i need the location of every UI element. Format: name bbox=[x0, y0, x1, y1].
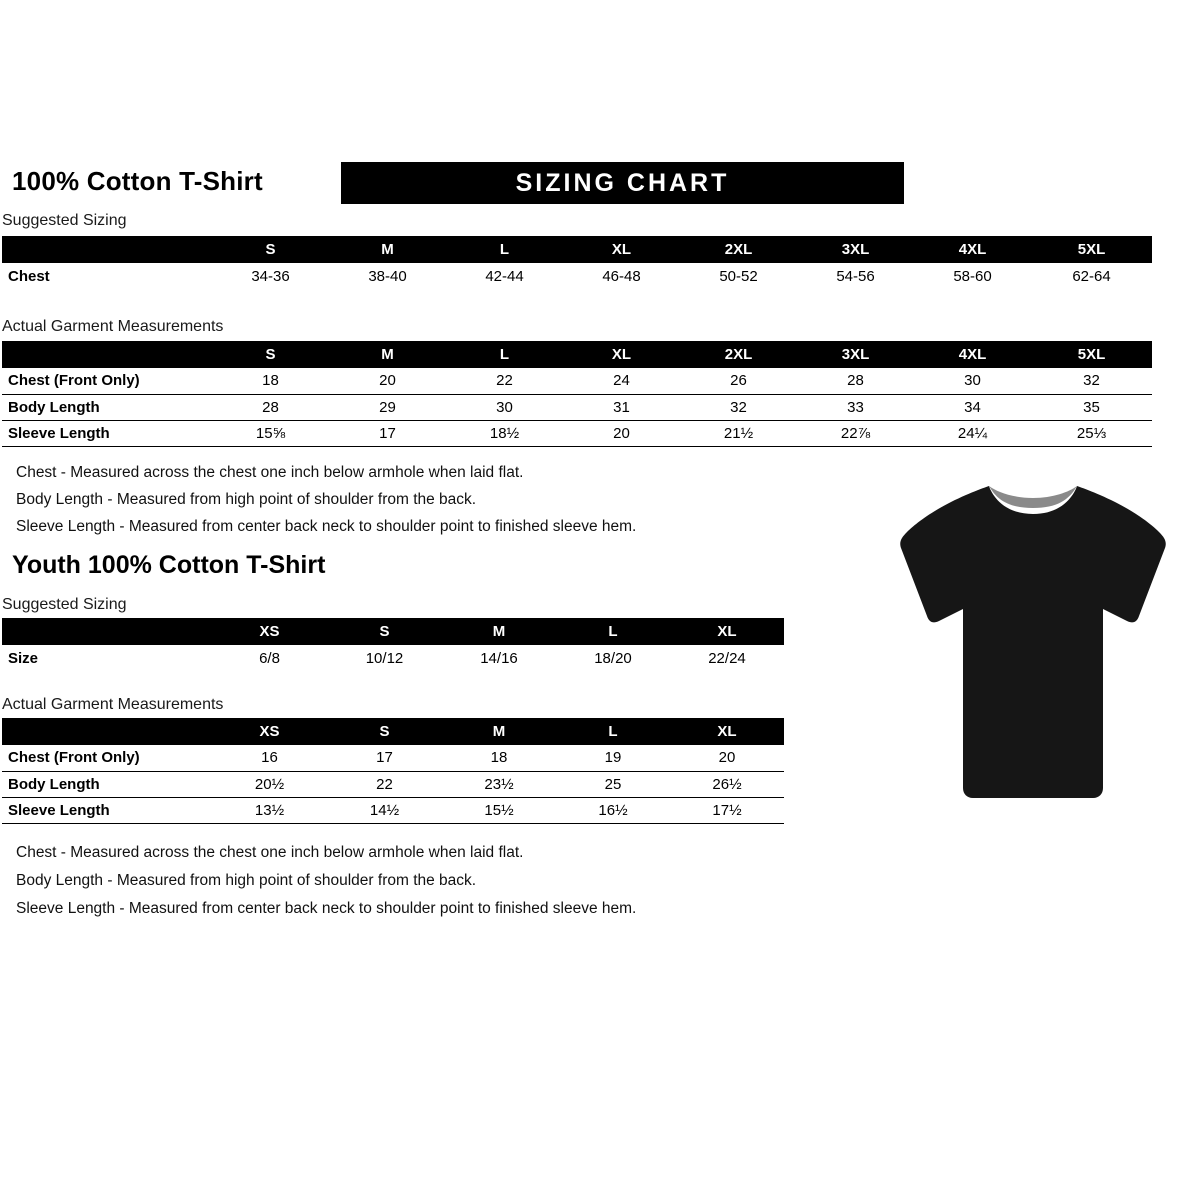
cell: 24¼ bbox=[957, 424, 988, 442]
row-label: Body Length bbox=[8, 775, 100, 793]
adult-actual-label: Actual Garment Measurements bbox=[2, 318, 224, 335]
cell: 20 bbox=[613, 424, 630, 442]
col-header: L bbox=[499, 241, 510, 258]
col-header bbox=[2, 618, 212, 645]
cell: 46-48 bbox=[602, 267, 641, 285]
cell: 32 bbox=[730, 398, 747, 416]
row-label: Chest (Front Only) bbox=[8, 749, 140, 767]
col-header: M bbox=[381, 241, 394, 258]
cell: 22/24 bbox=[708, 649, 746, 667]
col-header: XL bbox=[717, 723, 737, 740]
cell: 25 bbox=[604, 775, 622, 793]
table-header-row bbox=[2, 236, 1152, 263]
col-header: S bbox=[379, 623, 390, 640]
youth-note-chest: Chest - Measured across the chest one inch below armhole when laid flat. bbox=[16, 844, 524, 861]
cell: 14/16 bbox=[480, 649, 518, 667]
table-row bbox=[2, 645, 784, 671]
table-header-row bbox=[2, 618, 784, 645]
youth-suggested-label: Suggested Sizing bbox=[2, 596, 127, 613]
cell: 54-56 bbox=[836, 267, 875, 285]
cell: 17½ bbox=[712, 801, 742, 819]
tshirt-product-image bbox=[893, 470, 1173, 810]
sizing-chart-banner-label: SIZING CHART bbox=[515, 168, 730, 197]
cell: 22⅞ bbox=[840, 424, 871, 442]
col-header: L bbox=[499, 346, 510, 363]
cell: 16½ bbox=[598, 801, 628, 819]
cell: 30 bbox=[496, 398, 513, 416]
table-row bbox=[2, 420, 1152, 446]
table-header-row bbox=[2, 341, 1152, 368]
table-row bbox=[2, 394, 1152, 420]
adult-note-body-length: Body Length - Measured from high point of shoulder from the back. bbox=[16, 491, 477, 508]
col-header: 3XL bbox=[841, 346, 870, 363]
cell: 18/20 bbox=[594, 649, 632, 667]
col-header: L bbox=[608, 723, 618, 740]
cell: 31 bbox=[613, 398, 630, 416]
col-header: L bbox=[608, 623, 618, 640]
cell: 32 bbox=[1083, 372, 1100, 390]
adult-note-chest: Chest - Measured across the chest one inch below armhole when laid flat. bbox=[16, 464, 524, 481]
row-label: Sleeve Length bbox=[8, 424, 110, 442]
sizing-chart-banner bbox=[341, 162, 904, 204]
table-header-row bbox=[2, 718, 784, 745]
cell: 25⅓ bbox=[1076, 424, 1107, 442]
cell: 15⅝ bbox=[255, 424, 286, 442]
row-label: Sleeve Length bbox=[8, 801, 110, 819]
col-header: 3XL bbox=[841, 241, 870, 258]
cell: 26½ bbox=[712, 775, 742, 793]
cell: 35 bbox=[1083, 398, 1100, 416]
cell: 18 bbox=[490, 749, 508, 767]
cell: 20½ bbox=[254, 775, 285, 793]
adult-section-title: 100% Cotton T-Shirt bbox=[12, 166, 263, 196]
col-header: M bbox=[492, 723, 506, 740]
cell: 33 bbox=[847, 398, 864, 416]
youth-section-title: Youth 100% Cotton T-Shirt bbox=[12, 551, 326, 579]
col-header: 4XL bbox=[958, 346, 987, 363]
cell: 13½ bbox=[254, 801, 285, 819]
cell: 18½ bbox=[489, 424, 520, 442]
col-header: 2XL bbox=[724, 241, 753, 258]
table-row bbox=[2, 771, 784, 797]
col-header: 5XL bbox=[1077, 346, 1106, 363]
col-header: 2XL bbox=[724, 346, 753, 363]
cell: 19 bbox=[604, 749, 622, 767]
cell: 23½ bbox=[484, 775, 514, 793]
cell: 34 bbox=[964, 398, 981, 416]
cell: 30 bbox=[964, 372, 981, 390]
col-header: S bbox=[379, 723, 390, 740]
row-label: Size bbox=[8, 649, 39, 667]
col-header: XS bbox=[259, 623, 280, 640]
col-header: XL bbox=[717, 623, 737, 640]
youth-note-body-length: Body Length - Measured from high point of shoulder from the back. bbox=[16, 872, 477, 889]
col-header bbox=[2, 718, 212, 745]
col-header bbox=[2, 341, 212, 368]
adult-suggested-label: Suggested Sizing bbox=[2, 212, 127, 229]
table-row bbox=[2, 368, 1152, 394]
col-header bbox=[2, 236, 212, 263]
cell: 14½ bbox=[369, 801, 400, 819]
col-header: 4XL bbox=[958, 241, 987, 258]
youth-suggested-table bbox=[2, 618, 784, 671]
cell: 24 bbox=[613, 372, 630, 390]
cell: 22 bbox=[376, 775, 393, 793]
adult-note-sleeve-length: Sleeve Length - Measured from center back neck to shoulder point to finished sleeve hem. bbox=[16, 518, 637, 535]
col-header: 5XL bbox=[1077, 241, 1106, 258]
cell: 34-36 bbox=[251, 267, 290, 285]
cell: 20 bbox=[718, 749, 736, 767]
cell: 20 bbox=[379, 372, 396, 390]
cell: 16 bbox=[261, 749, 278, 767]
cell: 29 bbox=[379, 398, 396, 416]
table-row bbox=[2, 263, 1152, 289]
col-header: S bbox=[265, 346, 276, 363]
table-row bbox=[2, 745, 784, 771]
col-header: XL bbox=[611, 346, 632, 363]
cell: 38-40 bbox=[368, 267, 407, 285]
row-label: Chest bbox=[8, 267, 50, 285]
col-header: S bbox=[265, 241, 276, 258]
cell: 21½ bbox=[723, 424, 754, 442]
cell: 28 bbox=[262, 398, 279, 416]
youth-actual-label: Actual Garment Measurements bbox=[2, 696, 224, 713]
cell: 58-60 bbox=[953, 267, 992, 285]
adult-actual-table bbox=[2, 341, 1152, 447]
youth-actual-table bbox=[2, 718, 784, 824]
cell: 26 bbox=[730, 372, 747, 390]
col-header: M bbox=[492, 623, 506, 640]
cell: 22 bbox=[496, 372, 513, 390]
cell: 17 bbox=[376, 749, 393, 767]
cell: 28 bbox=[847, 372, 864, 390]
row-label: Body Length bbox=[8, 398, 100, 416]
youth-note-sleeve-length: Sleeve Length - Measured from center back neck to shoulder point to finished sleeve hem. bbox=[16, 900, 637, 917]
cell: 62-64 bbox=[1072, 267, 1111, 285]
cell: 6/8 bbox=[259, 649, 280, 667]
row-label: Chest (Front Only) bbox=[8, 372, 140, 390]
tshirt-icon bbox=[893, 470, 1173, 810]
table-row bbox=[2, 797, 784, 823]
cell: 10/12 bbox=[365, 649, 404, 667]
adult-suggested-table bbox=[2, 236, 1152, 289]
col-header: XS bbox=[259, 723, 280, 740]
cell: 17 bbox=[379, 424, 396, 442]
cell: 50-52 bbox=[719, 267, 758, 285]
cell: 15½ bbox=[484, 801, 514, 819]
cell: 42-44 bbox=[485, 267, 524, 285]
cell: 18 bbox=[262, 372, 279, 390]
col-header: XL bbox=[611, 241, 632, 258]
col-header: M bbox=[381, 346, 394, 363]
